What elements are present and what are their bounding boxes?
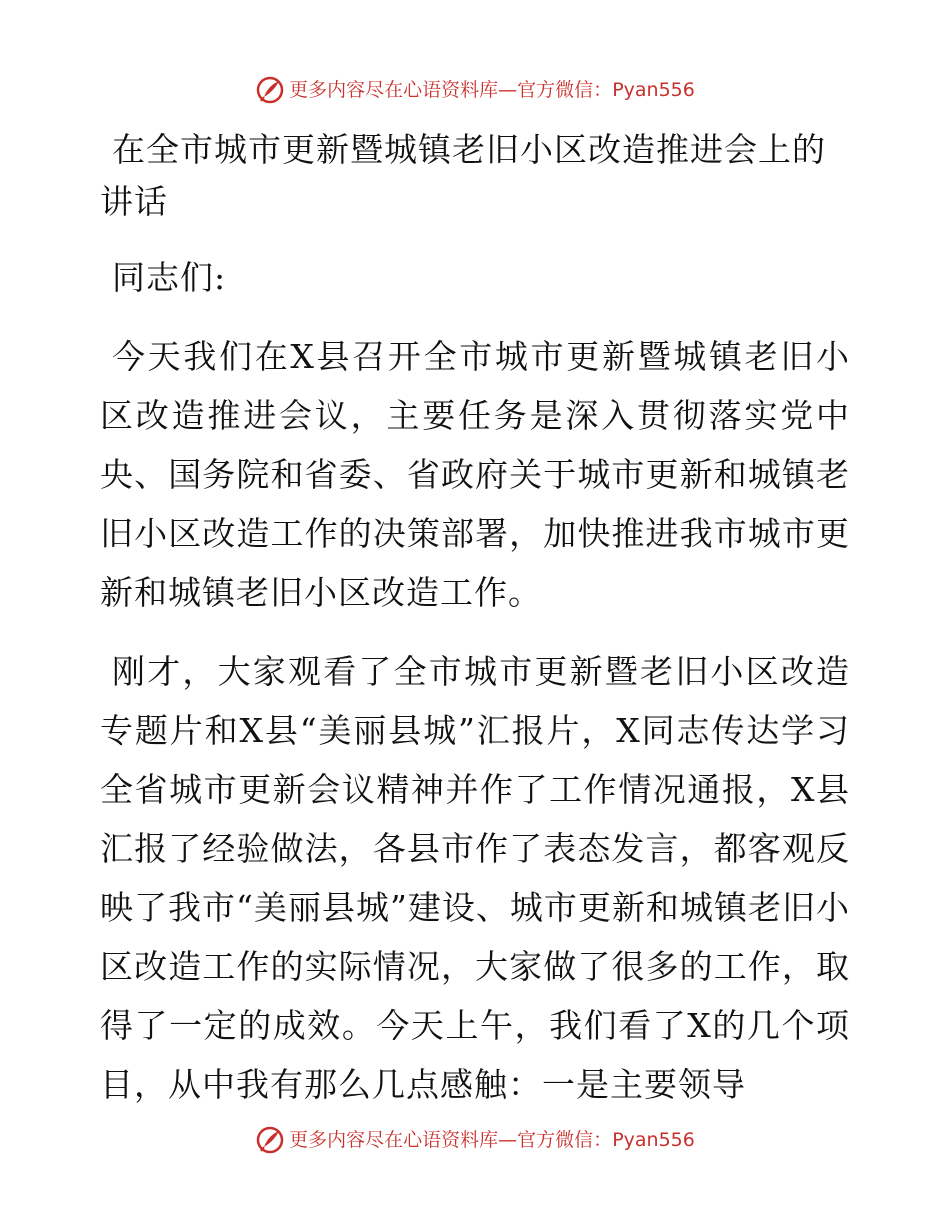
salutation: 同志们:: [112, 258, 227, 297]
watermark-account: Pyan556: [612, 1129, 695, 1151]
watermark-dash: —: [498, 1129, 518, 1151]
footer-watermark: [0, 1125, 950, 1153]
document-title: 在全市城市更新暨城镇老旧小区改造推进会上的讲话: [100, 130, 826, 221]
paragraph-1: 今天我们在X县召开全市城市更新暨城镇老旧小区改造推进会议，主要任务是深入贯彻落实党中央、国务院和省委、省政府关于城市更新和城镇老旧小区改造工作的决策部署，加快推进我市城市更新和城镇老旧小区改造工作。: [100, 337, 850, 612]
watermark-account: Pyan556: [612, 79, 695, 101]
watermark-brand: 更多内容尽在心语资料库: [289, 79, 499, 101]
feather-logo-icon: [255, 75, 285, 105]
document-body: [100, 124, 850, 1114]
watermark-label: 官方微信: [517, 1129, 594, 1151]
paragraph-2: 刚才，大家观看了全市城市更新暨老旧小区改造专题片和X县“美丽县城”汇报片，X同志传达学习全省城市更新会议精神并作了工作情况通报，X县汇报了经验做法，各县市作了表态发言，都客观反映了我市“美丽县城”建设、城市更新和城镇老旧小区改造工作的实际情况，大家做了很多的工作，取得了一定的成效。今天上午，我们看了X的几个项目，从中我有那么几点感触：一是主要领导: [100, 652, 850, 1104]
watermark-dash: —: [498, 79, 518, 101]
header-watermark: [0, 75, 950, 103]
watermark-label: 官方微信: [517, 79, 594, 101]
watermark-separator: ：: [593, 79, 613, 101]
watermark-brand: 更多内容尽在心语资料库: [289, 1129, 499, 1151]
watermark-separator: ：: [593, 1129, 613, 1151]
feather-logo-icon: [255, 1125, 285, 1155]
